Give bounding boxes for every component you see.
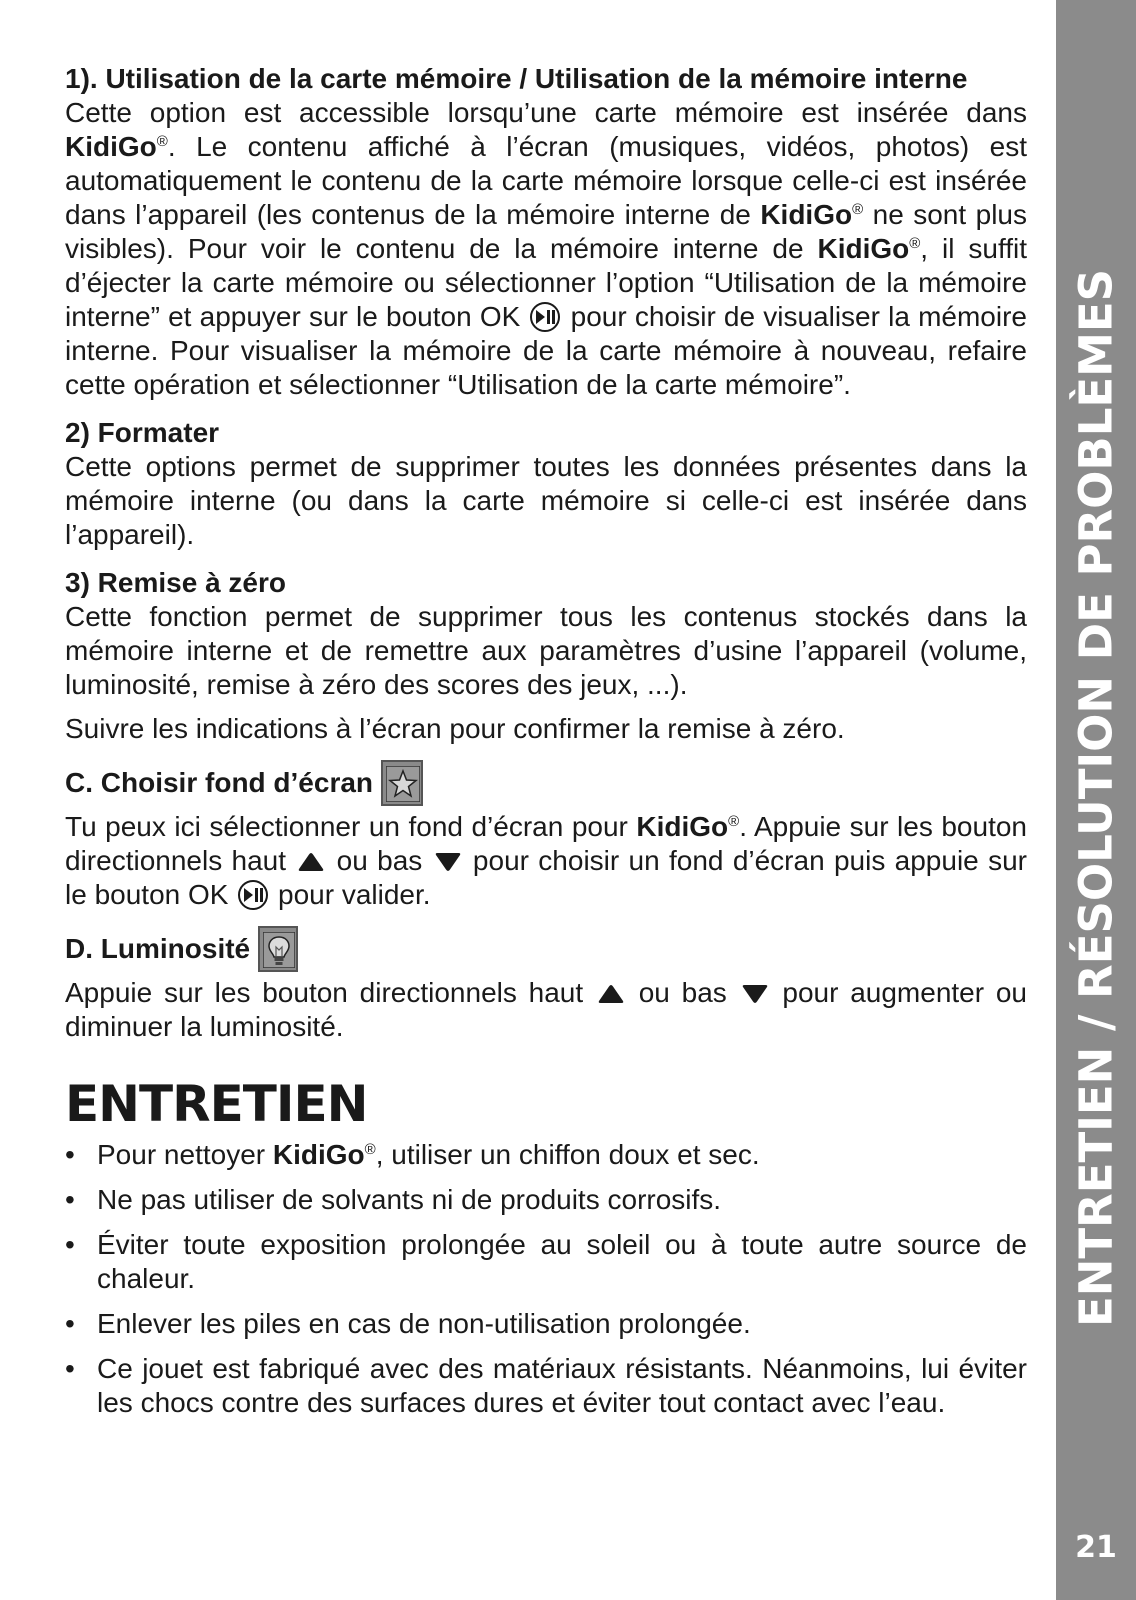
section-body-reset-confirm: Suivre les indications à l’écran pour confirmer la remise à zéro. xyxy=(65,713,845,744)
arrow-down-icon xyxy=(435,852,461,872)
page-number: 21 xyxy=(1075,1530,1117,1565)
section-sidebar xyxy=(1056,0,1136,1600)
list-item: • Pour nettoyer KidiGo®, utiliser un chiffon doux et sec. xyxy=(65,1139,760,1170)
section-heading-brightness: D. Luminosité xyxy=(65,926,1027,972)
section-body-reset: Cette fonction permet de supprimer tous les contenus stockés dans la mémoire interne et de remettre aux paramètres d’usine l’appareil (volume, luminosité, remise à zéro des scores des jeux, ...). xyxy=(65,601,1027,700)
arrow-down-icon xyxy=(742,984,768,1004)
ok-play-pause-icon xyxy=(530,302,560,332)
section-body-format: Cette options permet de supprimer toutes les données présentes dans la mémoire interne (ou dans la carte mémoire si celle-ci est insérée dans l’appareil). xyxy=(65,451,1027,550)
section-body-wallpaper: Tu peux ici sélectionner un fond d’écran pour KidiGo®. Appuie sur les bouton directionnels haut ou bas pour choisir un fond d’écran puis appuie sur le bouton OK pour valider. xyxy=(65,811,1027,910)
section-heading-wallpaper: C. Choisir fond d’écran xyxy=(65,760,1027,806)
arrow-up-icon xyxy=(298,852,324,872)
entretien-title: ENTRETIEN xyxy=(65,1075,368,1133)
page-content xyxy=(65,62,1027,1420)
section-heading-format: 2) Formater xyxy=(65,417,220,448)
section-heading-memory: 1). Utilisation de la carte mémoire / Utilisation de la mémoire interne xyxy=(65,63,968,94)
list-item: • Ce jouet est fabriqué avec des matériaux résistants. Néanmoins, lui éviter les chocs contre des surfaces dures et éviter tout contact avec l’eau. xyxy=(65,1353,1027,1418)
section-body-memory: Cette option est accessible lorsqu’une carte mémoire est insérée dans KidiGo®. Le contenu affiché à l’écran (musiques, vidéos, photos) est automatiquement le contenu de la carte mémoire lorsque celle-ci est insérée dans l’appareil (les contenus de la mémoire interne de KidiGo® ne sont plus visibles). Pour voir le contenu de la mémoire interne de KidiGo®, il suffit d’éjecter la carte mémoire ou sélectionner l’option “Utilisation de la mémoire interne” et appuyer sur le bouton OK pour choisir de visualiser la mémoire interne. Pour visualiser la mémoire de la carte mémoire à nouveau, refaire cette opération et sélectionner “Utilisation de la carte mémoire”. xyxy=(65,97,1027,400)
sidebar-title: ENTRETIEN / RÉSOLUTION DE PROBLÈMES xyxy=(1069,268,1123,1328)
list-item: • Éviter toute exposition prolongée au soleil ou à toute autre source de chaleur. xyxy=(65,1229,1027,1294)
list-item: • Ne pas utiliser de solvants ni de produits corrosifs. xyxy=(65,1184,722,1215)
section-body-brightness: Appuie sur les bouton directionnels haut ou bas pour augmenter ou diminuer la luminosité. xyxy=(65,977,1027,1042)
lightbulb-icon xyxy=(258,926,298,972)
entretien-list xyxy=(65,1138,1027,1420)
arrow-up-icon xyxy=(598,984,624,1004)
list-item: • Enlever les piles en cas de non-utilisation prolongée. xyxy=(65,1308,751,1339)
section-heading-reset: 3) Remise à zéro xyxy=(65,567,286,598)
star-wallpaper-icon xyxy=(381,760,423,806)
ok-play-pause-icon xyxy=(238,880,268,910)
